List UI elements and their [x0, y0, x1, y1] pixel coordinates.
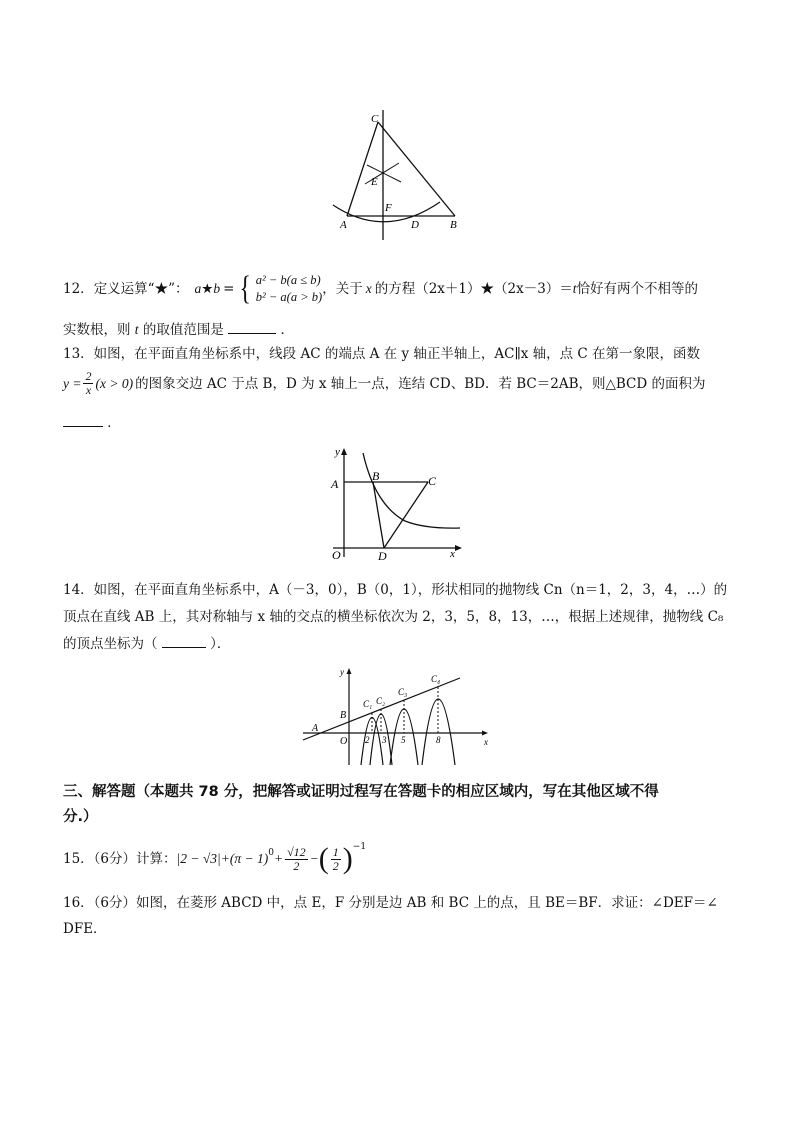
q13-line2	[63, 370, 706, 397]
segment-cd	[384, 482, 428, 548]
q14-line3b: ）．	[210, 636, 231, 652]
brace-icon: {	[239, 270, 252, 307]
q12-text3: 的方程（2x＋1）★（2x－3）＝	[374, 281, 573, 297]
tick-8: 8	[436, 735, 441, 745]
q15-line	[63, 844, 366, 874]
tick-5: 5	[401, 735, 406, 745]
q13-line3	[63, 412, 121, 433]
q12-number: 12．	[63, 281, 94, 297]
q12-text4: 恰好有两个不相等的	[576, 281, 699, 297]
q15-abs: |2 − √3|	[176, 851, 221, 866]
q12-expr-b: b	[213, 281, 221, 296]
q12-line2	[63, 319, 294, 340]
q15-label: 15．（6分）计算：	[63, 851, 177, 867]
label-y: y	[340, 667, 344, 677]
q13-cond: (x > 0)	[95, 375, 134, 391]
q16-line2: DFE．	[63, 921, 107, 937]
q15-exp0: 0	[268, 848, 274, 858]
q15-half-fraction	[331, 846, 341, 873]
q14-line3a: 的顶点坐标为（	[63, 636, 158, 652]
label-b: B	[372, 469, 380, 483]
q12-star: ★	[201, 281, 214, 297]
x-axis-arrow-icon	[455, 545, 462, 551]
q15-den2: 2	[293, 858, 300, 873]
label-b: B	[340, 710, 347, 721]
tick-3: 3	[382, 735, 387, 745]
right-paren-icon: )	[342, 842, 353, 875]
q14-figure	[300, 665, 495, 773]
segment-bd	[373, 482, 384, 548]
q15-half-num: 1	[332, 844, 339, 859]
q15-exp-neg1: −1	[352, 842, 367, 852]
label-b: B	[450, 219, 457, 231]
label-c2: C₂	[376, 696, 386, 706]
q12-t-var: t	[134, 322, 139, 337]
label-c4: C₄	[431, 674, 441, 684]
q13-fraction	[83, 370, 93, 397]
q14-line3	[63, 633, 230, 654]
q15-plus1: +(π − 1)	[220, 851, 269, 866]
q14-answer-blank[interactable]	[162, 633, 206, 648]
q13-line1: 13．如图，在平面直角坐标系中，线段 AC 的端点 A 在 y 轴正半轴上，AC∥x 轴，点 C 在第一象限，函数	[63, 346, 701, 362]
left-paren-icon: (	[318, 842, 329, 875]
q12-line2a: 实数根，则	[63, 322, 131, 338]
label-e: E	[371, 176, 378, 188]
label-c: C	[428, 474, 437, 488]
tick-2: 2	[365, 735, 370, 745]
section3-heading-line2: 分.）	[63, 809, 98, 825]
q13-frac-den: x	[85, 383, 92, 397]
q13-answer-blank[interactable]	[63, 412, 103, 427]
q12-piecewise	[237, 272, 322, 306]
label-c: C	[371, 113, 379, 125]
hyperbola-curve	[363, 453, 460, 528]
q15-sqrt12-fraction	[285, 846, 308, 873]
q14-line2: 顶点在直线 AB 上，其对称轴与 x 轴的交点的横坐标依次为 2，3，5，8，13，…，根据上述规律，抛物线 C₈	[63, 609, 724, 625]
q12-answer-blank[interactable]	[228, 319, 276, 334]
x-axis-arrow-icon	[482, 731, 488, 736]
label-x: x	[450, 548, 455, 560]
q15-plus2: +	[273, 851, 284, 866]
q11-figure	[325, 105, 470, 240]
line-ca	[347, 122, 378, 216]
label-a: A	[340, 219, 347, 231]
label-o: O	[332, 548, 341, 562]
label-x: x	[484, 737, 488, 747]
q12-x: x	[365, 281, 372, 296]
label-y: y	[335, 446, 340, 458]
q13-line3end: ．	[107, 415, 121, 431]
q13-figure	[325, 445, 470, 565]
label-d: D	[411, 219, 419, 231]
y-axis-arrow-icon	[347, 668, 352, 674]
q13-line2-text: 的图象交边 AC 于点 B，D 为 x 轴上一点，连结 CD、BD．若 BC＝2AB，则△BCD 的面积为	[135, 375, 706, 392]
label-a: A	[331, 477, 339, 491]
q15-minus: −	[309, 851, 319, 866]
q12-case2: b² − a(a > b)	[255, 290, 323, 304]
q12-t: t	[572, 281, 577, 296]
q12-text2: ，关于	[322, 281, 363, 297]
label-o: O	[340, 736, 348, 747]
label-c3: C₃	[398, 687, 408, 697]
q12-case1: a² − b(a ≤ b)	[255, 273, 321, 287]
q15-sqrt12: √12	[287, 844, 306, 859]
q12-line2end: ．	[280, 322, 294, 338]
label-d: D	[378, 549, 387, 563]
q13-frac-num: 2	[85, 369, 92, 383]
label-a: A	[312, 723, 319, 734]
q12-text1: 定义运算“★”：	[93, 281, 189, 297]
q15-half-den: 2	[332, 858, 339, 873]
q12-expr-a: a	[194, 281, 202, 296]
q13-y-eq: y =	[63, 375, 82, 391]
q14-line1: 14．如图，在平面直角坐标系中，A（－3，0），B（0，1），形状相同的抛物线 Cn（n＝1，2，3，4，…）的	[63, 582, 728, 598]
label-c1: C₁	[363, 699, 373, 709]
q16-line1: 16．（6分）如图，在菱形 ABCD 中，点 E，F 分别是边 AB 和 BC 上的点，且 BE＝BF．求证：∠DEF＝∠	[63, 895, 718, 911]
q12-line2b: 的取值范围是	[142, 322, 224, 338]
q12-line1	[63, 272, 698, 306]
q12-eq: =	[223, 281, 235, 297]
y-axis-arrow-icon	[341, 448, 347, 455]
label-f: F	[385, 202, 392, 214]
section3-heading-line1: 三、解答题（本题共 78 分，把解答或证明过程写在答题卡的相应区域内，写在其他区域不得	[63, 784, 659, 800]
